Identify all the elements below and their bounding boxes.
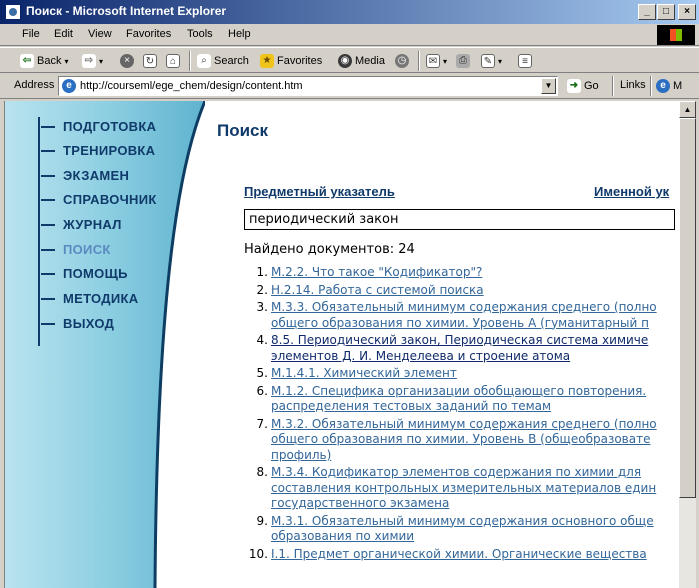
sidebar-item-label: ПОДГОТОВКА xyxy=(63,119,157,134)
result-item xyxy=(244,465,679,512)
result-link-line: государственного экзамена xyxy=(271,496,450,510)
result-link-line: М.2.2. Что такое "Кодификатор"? xyxy=(271,265,483,279)
back-arrow-icon: ⇦ xyxy=(20,54,34,68)
menu-favorites[interactable]: Favorites xyxy=(126,28,172,40)
result-number: 5. xyxy=(256,366,268,380)
result-link-line: М.1.2. Специфика организации обобщающего повторения. xyxy=(271,383,647,398)
toolbar xyxy=(0,47,699,73)
page-content xyxy=(4,101,679,588)
scroll-up-icon[interactable]: ▲ xyxy=(679,101,696,118)
edit-button[interactable] xyxy=(481,52,502,70)
vertical-scrollbar[interactable] xyxy=(679,101,696,588)
minimize-button[interactable]: _ xyxy=(638,4,656,20)
menu-edit[interactable]: Edit xyxy=(54,28,73,40)
home-button[interactable] xyxy=(166,52,180,70)
result-item xyxy=(244,417,679,464)
result-link[interactable] xyxy=(271,384,646,414)
result-link-line: I.1. Предмет органической химии. Органические вещества xyxy=(271,546,647,561)
result-number: 10. xyxy=(248,546,268,561)
address-url: http://courseml/ege_chem/design/content.htm xyxy=(80,80,303,92)
tab-subject-index[interactable]: Предметный указатель xyxy=(244,184,395,199)
address-dropdown-icon[interactable]: ▼ xyxy=(541,78,556,94)
media-button[interactable] xyxy=(338,52,385,70)
favorites-label: Favorites xyxy=(277,55,323,67)
sidebar-item-label: ЭКЗАМЕН xyxy=(63,168,130,183)
result-link-line: М.1.4.1. Химический элемент xyxy=(271,366,457,380)
result-link-line: общего образования по химии. Уровень А (гуманитарный п xyxy=(271,315,649,330)
result-item xyxy=(244,366,679,382)
result-item xyxy=(244,384,679,415)
forward-arrow-icon: ⇨ xyxy=(82,54,96,68)
page-ie-icon: e xyxy=(62,79,76,93)
result-link[interactable] xyxy=(271,333,648,363)
search-icon: ⌕ xyxy=(197,54,211,68)
edit-dropdown-icon: ▾ xyxy=(498,56,503,66)
history-button[interactable] xyxy=(395,52,409,70)
result-link[interactable] xyxy=(271,265,482,279)
mail-dropdown-icon: ▾ xyxy=(443,56,448,66)
scroll-thumb[interactable] xyxy=(679,118,696,498)
result-item xyxy=(244,300,679,331)
favorites-button[interactable] xyxy=(260,52,322,70)
result-link[interactable] xyxy=(271,366,457,380)
sidebar-item-methodology[interactable] xyxy=(41,291,138,306)
refresh-icon: ↻ xyxy=(143,54,157,68)
favorites-star-icon: ★ xyxy=(260,54,274,68)
sidebar-item-journal[interactable] xyxy=(41,217,122,232)
sidebar-item-label: ВЫХОД xyxy=(63,316,115,331)
result-link-line: М.3.1. Обязательный минимум содержания основного обще xyxy=(271,513,654,528)
result-link-line: М.3.3. Обязательный минимум содержания среднего (полно xyxy=(271,300,657,314)
go-label: Go xyxy=(584,80,599,92)
close-button[interactable]: × xyxy=(678,4,696,20)
found-count: Найдено документов: 24 xyxy=(244,242,415,257)
links-item-label: M xyxy=(673,80,683,92)
history-icon: ◷ xyxy=(395,54,409,68)
discuss-button[interactable] xyxy=(518,52,532,70)
result-number: 6. xyxy=(256,383,268,398)
result-link-line: М.3.4. Кодификатор элементов содержания по химии для xyxy=(271,465,642,479)
forward-dropdown-icon: ▾ xyxy=(99,56,104,66)
stop-button[interactable] xyxy=(120,52,134,70)
results-list xyxy=(244,265,679,564)
sidebar-item-preparation[interactable] xyxy=(41,119,156,134)
sidebar-item-search[interactable] xyxy=(41,242,111,257)
menu-tools[interactable]: Tools xyxy=(187,28,213,40)
sidebar-item-training[interactable] xyxy=(41,143,155,158)
mail-icon: ✉ xyxy=(426,54,440,68)
search-input[interactable]: периодический закон xyxy=(244,209,675,230)
ie-window-icon xyxy=(5,4,21,20)
sidebar-item-label: ПОИСК xyxy=(63,242,111,257)
forward-button[interactable] xyxy=(82,52,103,70)
result-number: 9. xyxy=(256,513,268,528)
back-dropdown-icon: ▾ xyxy=(64,56,69,66)
result-item xyxy=(244,283,679,299)
result-link[interactable] xyxy=(271,300,657,330)
result-link-line: Н.2.14. Работа с системой поиска xyxy=(271,282,484,297)
menu-help[interactable]: Help xyxy=(228,28,251,40)
result-number: 2. xyxy=(256,282,268,297)
result-link-line: образования по химии xyxy=(271,529,415,543)
result-item xyxy=(244,333,679,364)
address-bar xyxy=(0,73,699,99)
result-number: 1. xyxy=(256,265,268,279)
sidebar-item-exit[interactable] xyxy=(41,316,114,331)
maximize-button[interactable]: □ xyxy=(657,4,675,20)
search-button[interactable] xyxy=(197,52,249,70)
mail-button[interactable] xyxy=(426,52,447,70)
sidebar-item-reference[interactable] xyxy=(41,192,157,207)
sidebar-item-exam[interactable] xyxy=(41,168,129,183)
result-link-line: профиль) xyxy=(271,447,332,462)
result-item xyxy=(244,514,679,545)
sidebar-item-label: ЖУРНАЛ xyxy=(63,217,122,232)
edit-page-icon: ✎ xyxy=(481,54,495,68)
result-number: 8. xyxy=(256,465,268,479)
result-link-line: 8.5. Периодический закон, Периодическая система химиче xyxy=(271,333,649,347)
title-bar xyxy=(0,0,699,24)
discuss-icon: ≡ xyxy=(518,54,532,68)
print-icon: ⎙ xyxy=(456,54,470,68)
result-link-line: М.3.2. Обязательный минимум содержания среднего (полно xyxy=(271,416,657,431)
sidebar-item-label: МЕТОДИКА xyxy=(63,291,139,306)
links-button[interactable]: Links xyxy=(620,79,646,91)
sidebar-item-label: ТРЕНИРОВКА xyxy=(63,143,156,158)
sidebar-item-label: СПРАВОЧНИК xyxy=(63,192,157,207)
go-button[interactable] xyxy=(567,79,599,93)
result-number: 7. xyxy=(256,416,268,431)
windows-logo-icon xyxy=(657,25,695,45)
menu-file[interactable]: File xyxy=(22,28,40,40)
media-icon: ◉ xyxy=(338,54,352,68)
tab-name-index[interactable]: Именной ук xyxy=(594,184,670,199)
result-item xyxy=(244,547,679,563)
result-number: 3. xyxy=(256,300,268,314)
back-label: Back xyxy=(37,55,62,67)
result-link[interactable] xyxy=(271,547,647,561)
menu-bar xyxy=(0,24,699,46)
result-link[interactable] xyxy=(271,514,654,544)
result-link-line: распределения тестовых заданий по темам xyxy=(271,399,552,413)
result-link-line: элементов Д. И. Менделеева и строение атома xyxy=(271,348,571,363)
result-item xyxy=(244,265,679,281)
media-label: Media xyxy=(355,55,385,67)
result-link[interactable] xyxy=(271,417,657,462)
refresh-button[interactable] xyxy=(143,52,157,70)
result-link-line: составления контрольных измерительных материалов един xyxy=(271,480,657,495)
go-arrow-icon: ➜ xyxy=(567,79,581,93)
sidebar-item-label: ПОМОЩЬ xyxy=(63,266,128,281)
stop-icon: × xyxy=(120,54,134,68)
result-link[interactable] xyxy=(271,465,656,510)
sidebar-item-help[interactable] xyxy=(41,266,128,281)
home-icon: ⌂ xyxy=(166,54,180,68)
search-label: Search xyxy=(214,55,249,67)
address-label: Address xyxy=(14,79,55,91)
links-ie-icon: e xyxy=(656,79,670,93)
page-title: Поиск xyxy=(217,121,269,140)
links-item[interactable] xyxy=(656,77,682,95)
print-button[interactable] xyxy=(456,52,470,70)
menu-view[interactable]: View xyxy=(88,28,112,40)
back-button[interactable] xyxy=(20,52,68,70)
result-link[interactable] xyxy=(271,283,484,297)
result-link-line: общего образования по химии. Уровень В (общеобразовате xyxy=(271,432,651,446)
sidebar xyxy=(5,101,205,588)
window-title: Поиск - Microsoft Internet Explorer xyxy=(26,4,227,18)
result-number: 4. xyxy=(256,333,268,347)
address-input[interactable] xyxy=(58,76,558,96)
